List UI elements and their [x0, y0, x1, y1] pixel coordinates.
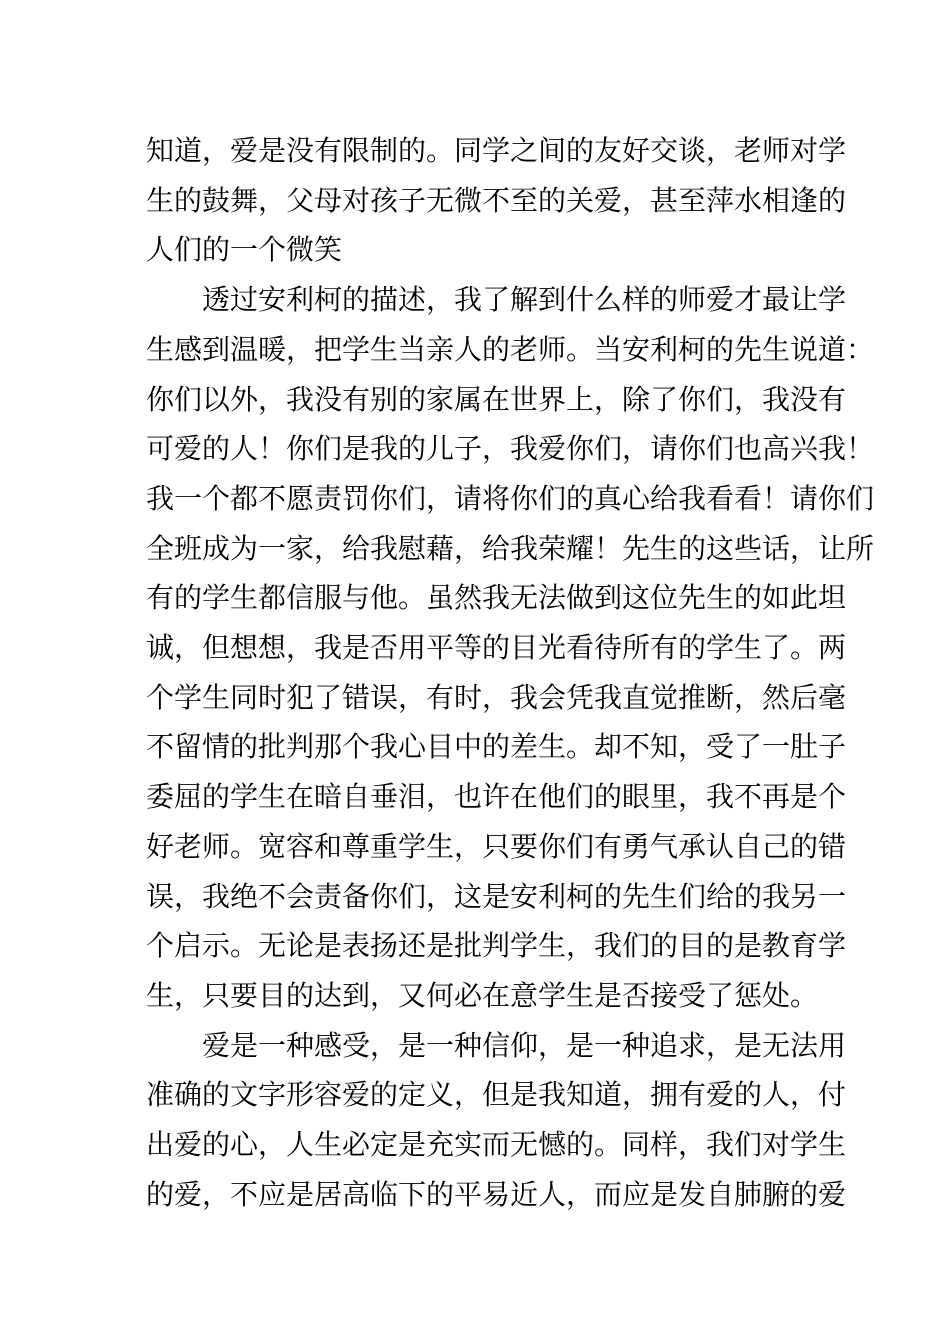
text-line: 出爱的心，人生必定是充实而无憾的。同样，我们对学生	[146, 1128, 847, 1162]
paragraph-3	[146, 1021, 847, 1220]
text-line: 个学生同时犯了错误，有时，我会凭我直觉推断，然后毫	[146, 680, 847, 714]
text-line: 有的学生都信服与他。虽然我无法做到这位先生的如此坦	[146, 581, 847, 615]
text-line: 生，只要目的达到，又何必在意学生是否接受了惩处。	[146, 978, 819, 1012]
text-line: 误，我绝不会责备你们，这是安利柯的先生们给的我另一	[146, 879, 847, 913]
text-line: 生的鼓舞，父母对孩子无微不至的关爱，甚至萍水相逢的	[146, 183, 847, 217]
text-line: 我一个都不愿责罚你们，请将你们的真心给我看看！请你们	[146, 481, 875, 515]
text-line: 委屈的学生在暗自垂泪，也许在他们的眼里，我不再是个	[146, 780, 847, 814]
text-line: 好老师。宽容和尊重学生，只要你们有勇气承认自己的错	[146, 829, 847, 863]
text-line: 人们的一个微笑	[146, 233, 343, 267]
text-line: 全班成为一家，给我慰藉，给我荣耀！先生的这些话，让所	[146, 531, 875, 565]
paragraph-2	[146, 275, 875, 1021]
paragraph-1	[146, 126, 847, 275]
document-body	[146, 126, 875, 1219]
text-line: 准确的文字形容爱的定义，但是我知道，拥有爱的人，付	[146, 1078, 847, 1112]
text-line: 生感到温暖，把学生当亲人的老师。当安利柯的先生说道：	[146, 332, 875, 366]
text-line: 可爱的人！你们是我的儿子，我爱你们，请你们也高兴我！	[146, 432, 875, 466]
text-line: 个启示。无论是表扬还是批判学生，我们的目的是教育学	[146, 929, 847, 963]
text-line: 不留情的批判那个我心目中的差生。却不知，受了一肚子	[146, 730, 847, 764]
text-line: 的爱，不应是居高临下的平易近人，而应是发自肺腑的爱	[146, 1177, 847, 1211]
text-line: 爱是一种感受，是一种信仰，是一种追求，是无法用	[202, 1028, 847, 1062]
text-line: 你们以外，我没有别的家属在世界上，除了你们，我没有	[146, 382, 847, 416]
text-line: 知道，爱是没有限制的。同学之间的友好交谈，老师对学	[146, 134, 847, 167]
text-line: 诚，但想想，我是否用平等的目光看待所有的学生了。两	[146, 631, 847, 665]
text-line: 透过安利柯的描述，我了解到什么样的师爱才最让学	[202, 283, 847, 317]
